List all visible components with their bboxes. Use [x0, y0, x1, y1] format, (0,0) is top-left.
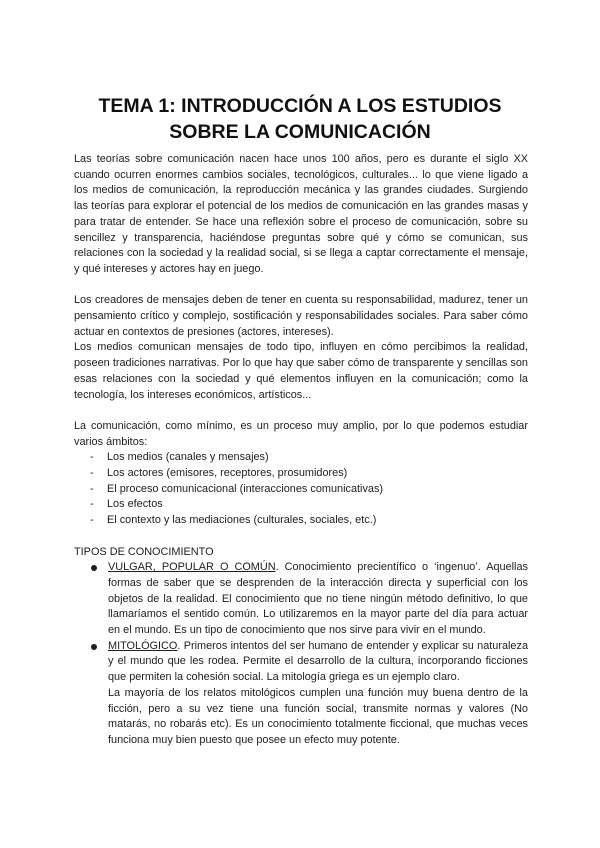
bullet-icon — [91, 565, 97, 571]
paragraph-intro: Las teorías sobre comunicación nacen hace unos 100 años, pero es durante el siglo XX cuando ocurren enormes cambios sociales, tecnológicos, culturales... lo que viene ligado a los medios de comunicación, la reproducción mecánica y las grandes ciudades. Surgiendo las teorías para explorar el potencial de los medios de comunicación en las grandes masas y para tratar de entender. Se hace una reflexión sobre el proceso de comunicación, sobre su sencillez y transparencia, haciéndose preguntas sobre qué y cómo se comunican, sus relaciones con la sociedad y la realidad social, si se llega a captar correctamente el mensaje, y qué intereses y actores hay en juego. — [74, 153, 528, 275]
definition-mitologico: . Primeros intentos del ser humano de entender y explicar su naturaleza y el mundo que les rodea. Permite el desarrollo de la cultura, incorporando ficciones que permiten la cohesión social. La mitología griega es un ejemplo claro. — [108, 639, 528, 684]
term-mitologico: MITOLÓGICO — [108, 639, 178, 652]
title-line-2: SOBRE LA COMUNICACIÓN — [169, 121, 431, 143]
document-body — [74, 152, 528, 749]
tipos-list — [74, 560, 528, 748]
list-item: - Los medios (canales y mensajes) — [74, 450, 528, 466]
paragraph-ambitos: La comunicación, como mínimo, es un proceso muy amplio, por lo que podemos estudiar varios ámbitos: — [74, 419, 528, 448]
list-item-mitologico — [74, 639, 528, 749]
list-item: - Los actores (emisores, receptores, prosumidores) — [74, 466, 528, 482]
term-vulgar: VULGAR, POPULAR O COMÚN — [108, 561, 276, 574]
ambitos-list — [74, 450, 528, 529]
list-item-vulgar — [74, 560, 528, 639]
list-item: - El contexto y las mediaciones (culturales, sociales, etc.) — [74, 513, 528, 529]
title-line-1: TEMA 1: INTRODUCCIÓN A LOS ESTUDIOS — [98, 95, 502, 117]
list-item: - El proceso comunicacional (interacciones comunicativas) — [74, 482, 528, 498]
paragraph-creators: Los creadores de mensajes deben de tener en cuenta su responsabilidad, madurez, tener un pensamiento crítico y complejo, sostificación y responsabilidades sociales. Para saber cómo actuar en contextos de presiones (actores, intereses). — [74, 294, 528, 338]
paragraph-media: Los medios comunican mensajes de todo tipo, influyen en cómo percibimos la realidad, poseen tradiciones narrativas. Por lo que hay que saber cómo de transparente y sencillas son esas relaciones con la sociedad y qué elementos influyen en la comunicación; como la tecnología, los intereses económicos, artísticos... — [74, 341, 528, 401]
mitologico-extra: La mayoría de los relatos mitológicos cumplen una función muy buena dentro de la ficción, pero a su vez tiene una función social, transmite normas y valores (No matarás, no robarás etc). Es un conocimiento totalmente ficcional, que muchas veces funciona muy bien puesto que posee un efecto muy potente. — [108, 686, 528, 746]
section-heading-tipos: TIPOS DE CONOCIMIENTO — [74, 545, 214, 558]
page-title — [40, 93, 560, 145]
definition-vulgar: . Conocimiento precientífico o ‘ingenuo’. Aquellas formas de saber que se desprenden de la interacción directa y superficial con los objetos de la realidad. El conocimiento que no tiene ningún método definitivo, lo que llamaríamos el sentido común. Lo utilizaremos en la mayor parte del día para actuar en el mundo. Es un tipo de conocimiento que nos sirve para vivir en el mundo. — [108, 561, 528, 637]
bullet-icon — [91, 644, 97, 650]
list-item: - Los efectos — [74, 497, 528, 513]
